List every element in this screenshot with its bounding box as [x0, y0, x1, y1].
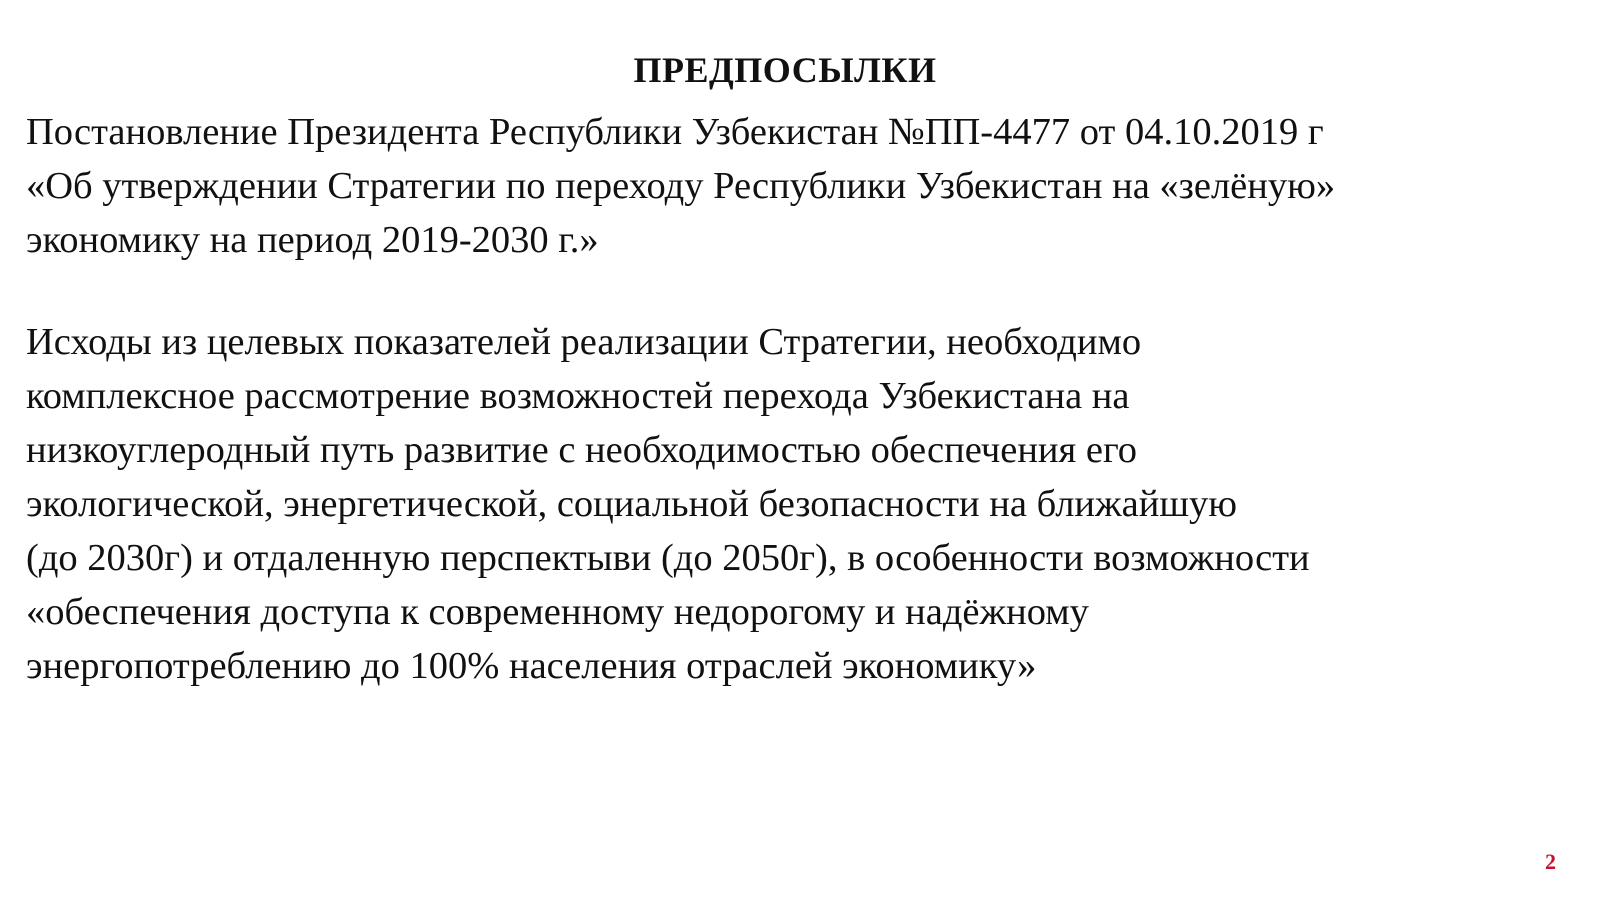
page-number: 2 [1545, 849, 1556, 874]
rationale-line-5: (до 2030г) и отдаленную перспектыви (до 2050г), в особенности возможности [26, 537, 1310, 579]
decree-line-2: «Об утверждении Стратегии по переходу Республики Узбекистан на «зелёную» [26, 165, 1336, 207]
slide-title: ПРЕДПОСЫЛКИ [633, 50, 937, 90]
rationale-line-1: Исходы из целевых показателей реализации Стратегии, необходимо [26, 321, 1142, 363]
decree-paragraph [26, 105, 1586, 267]
decree-line-1: Постановление Президента Республики Узбекистан №ПП-4477 от 04.10.2019 г [26, 111, 1324, 153]
rationale-line-7: энергопотреблению до 100% населения отраслей экономику» [26, 645, 1037, 687]
rationale-line-6: «обеспечения доступа к современному недорогому и надёжному [26, 591, 1089, 633]
rationale-line-3: низкоуглеродный путь развитие с необходимостью обеспечения его [26, 429, 1138, 471]
decree-line-3: экономику на период 2019-2030 г.» [26, 219, 599, 261]
rationale-line-4: экологической, энергетической, социальной безопасности на ближайшую [26, 483, 1237, 525]
rationale-paragraph [26, 315, 1586, 693]
rationale-line-2: комплексное рассмотрение возможностей перехода Узбекистана на [26, 375, 1130, 417]
